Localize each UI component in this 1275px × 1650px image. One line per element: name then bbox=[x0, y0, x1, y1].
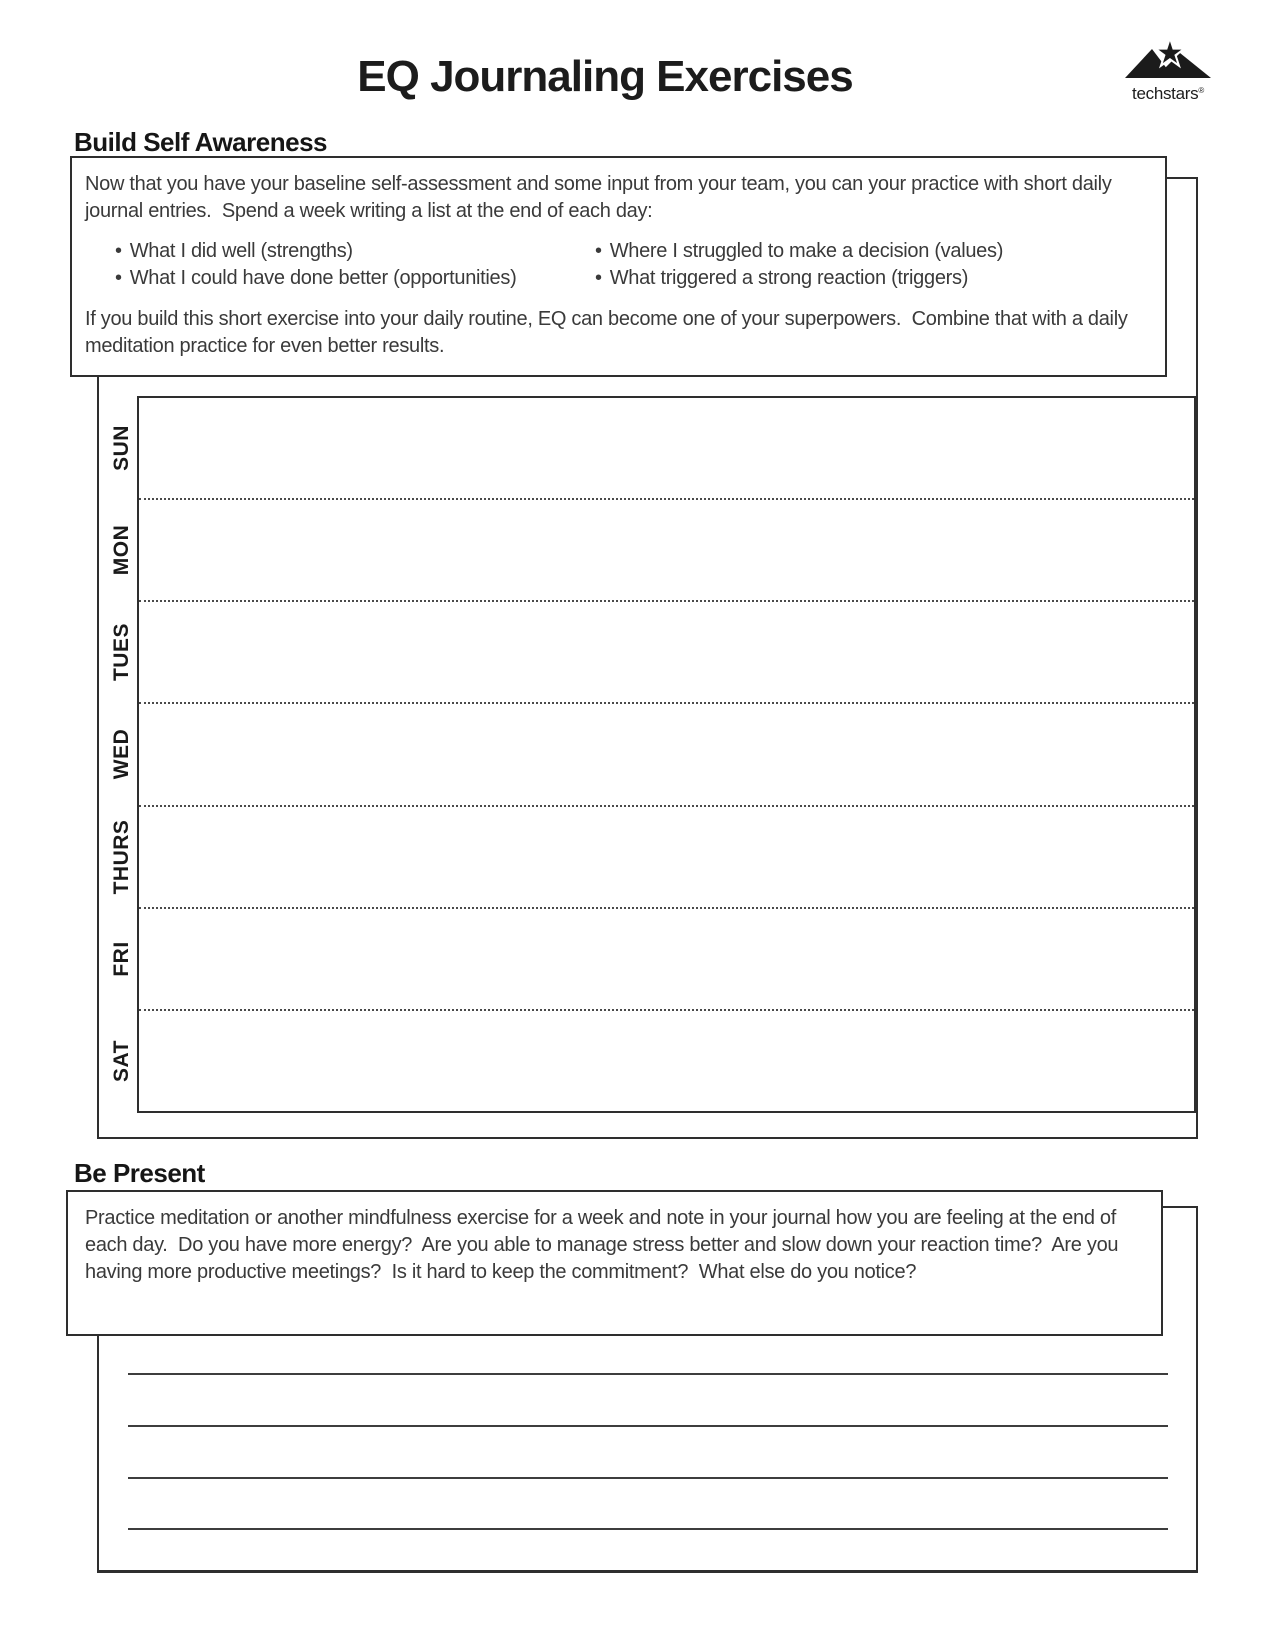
day-label-sat: SAT bbox=[110, 1039, 133, 1082]
page-title: EQ Journaling Exercises bbox=[357, 52, 853, 101]
logo-mountains-star-icon bbox=[1122, 36, 1214, 82]
build-intro-paragraph: Now that you have your baseline self-assessment and some input from your team, you can your practice with short daily journal entries. Spend a week writing a list at the end of each day: bbox=[85, 173, 1117, 222]
bullet-column-left bbox=[115, 238, 595, 292]
bullet-item: • Where I struggled to make a decision (values) bbox=[595, 238, 1143, 265]
build-self-awareness-text-box bbox=[70, 156, 1167, 377]
writing-line bbox=[128, 1425, 1168, 1427]
journal-row-tues bbox=[110, 602, 1194, 704]
bullet-item: • What I could have done better (opportunities) bbox=[115, 265, 595, 292]
writing-lines-area bbox=[128, 1206, 1168, 1573]
build-outro-paragraph: If you build this short exercise into your daily routine, EQ can become one of your superpowers. Combine that with a daily meditation practice for even better results. bbox=[85, 308, 1133, 357]
writing-line bbox=[128, 1373, 1168, 1375]
journal-row-mon bbox=[110, 500, 1194, 602]
journal-row-thurs bbox=[110, 807, 1194, 909]
journal-row-fri bbox=[110, 909, 1194, 1011]
day-label-tues: TUES bbox=[110, 623, 133, 682]
bullet-item: • What I did well (strengths) bbox=[115, 238, 595, 265]
bullet-list bbox=[115, 238, 1143, 292]
registered-trademark: ® bbox=[1198, 86, 1204, 95]
weekly-journal-table bbox=[110, 396, 1196, 1113]
day-label-fri: FRI bbox=[110, 941, 133, 977]
journal-row-sun bbox=[110, 398, 1194, 500]
writing-line bbox=[128, 1477, 1168, 1479]
techstars-logo bbox=[1122, 36, 1214, 104]
day-label-mon: MON bbox=[110, 524, 133, 576]
logo-star-icon: ★ bbox=[1156, 37, 1184, 70]
section-heading-be-present: Be Present bbox=[74, 1158, 205, 1188]
day-label-thurs: THURS bbox=[110, 819, 133, 895]
logo-wordmark: techstars® bbox=[1132, 84, 1204, 103]
day-label-wed: WED bbox=[110, 729, 133, 780]
journal-row-sat bbox=[110, 1011, 1194, 1111]
day-label-sun: SUN bbox=[110, 425, 133, 471]
bullet-column-right bbox=[595, 238, 1143, 292]
section-heading-build-self-awareness: Build Self Awareness bbox=[74, 127, 327, 157]
be-present-paragraph: Practice meditation or another mindfulness exercise for a week and note in your journal how you are feeling at the end of each day. Do you have more energy? Are you able to manage stress better and slow down your reaction time? Are you having more productive meetings? Is it hard to keep the commitment? What else do you notice? bbox=[85, 1207, 1124, 1283]
journal-row-wed bbox=[110, 704, 1194, 806]
bullet-item: • What triggered a strong reaction (triggers) bbox=[595, 265, 1143, 292]
writing-line bbox=[128, 1528, 1168, 1530]
